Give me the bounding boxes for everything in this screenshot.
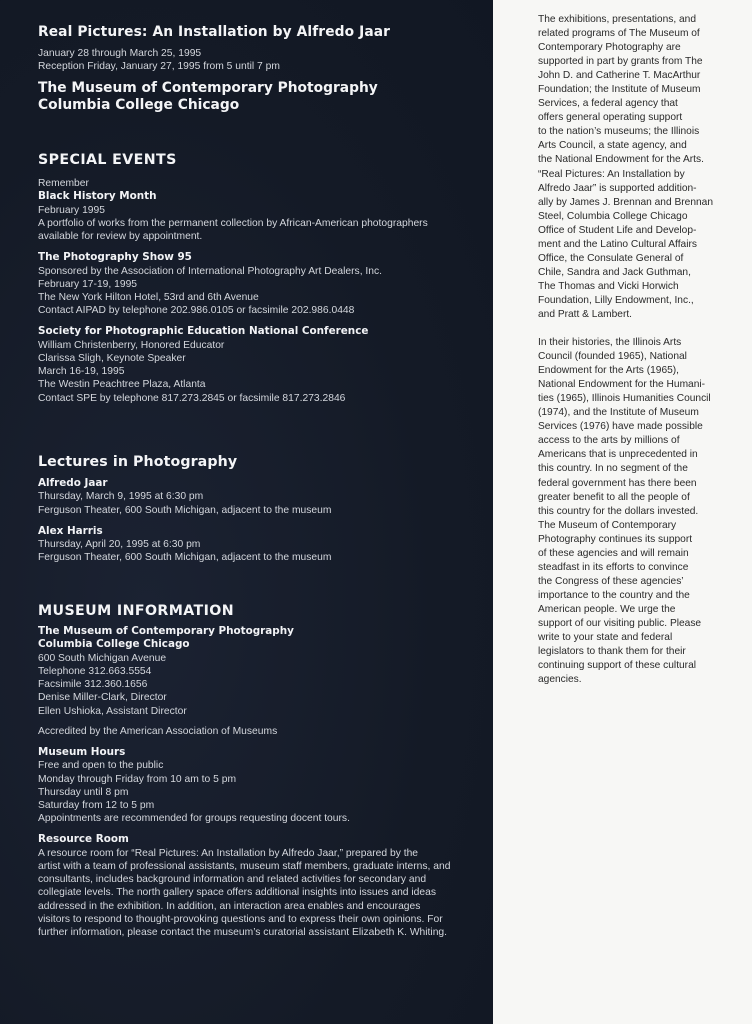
lectures-section [38,454,331,565]
museum-name: The Museum of Contemporary Photography [38,625,294,637]
paragraph-line: Services (1976) have made possible [538,421,703,433]
paragraph-line: the Congress of these agencies’ [538,575,684,587]
museum-accreditation: Accredited by the American Association of Museums [38,725,278,737]
paragraph-line: Services, a federal agency that [538,98,678,110]
photography-show-sponsor: Sponsored by the Association of International Photography Art Dealers, Inc. [38,265,383,277]
museum-facsimile: Facsimile 312.360.1656 [38,679,148,691]
lecture-item [38,477,331,517]
black-history-event [38,177,428,243]
paragraph-line: American people. We urge the [538,603,676,615]
paragraph-line: supported in part by grants from The [538,56,703,68]
lecture-speaker: Alex Harris [38,524,103,537]
resource-room-title: Resource Room [38,833,129,846]
paragraph-line: National Endowment for the Humani- [538,379,706,391]
paragraph-line: and Pratt & Lambert. [538,308,633,320]
paragraph-line: John D. and Catherine T. MacArthur [538,70,701,82]
spe-conference-event [38,325,428,404]
paragraph-line: ties (1965), Illinois Humanities Council [538,393,711,405]
paragraph-line: access to the arts by millions of [538,435,680,447]
resource-room-line: addressed in the exhibition. In addition, an interaction area enables and encourages [38,900,421,912]
spe-conference-speaker: Clarissa Sligh, Keynote Speaker [38,353,186,365]
museum-contact-block [38,625,450,718]
museum-college: Columbia College Chicago [38,638,190,651]
paragraph-line: the National Endowment for the Arts. [538,154,704,166]
museum-hours-line: Free and open to the public [38,760,164,772]
exhibition-title: Real Pictures: An Installation by Alfredo Jaar [38,24,391,40]
lecture-venue: Ferguson Theater, 600 South Michigan, adjacent to the museum [38,552,332,564]
resource-room-line: artist with a team of professional assistants, museum staff members, graduate interns, and [38,861,451,873]
black-history-date: February 1995 [38,204,105,216]
museum-information-section [38,603,450,939]
paragraph-line: greater benefit to all the people of [538,491,690,503]
paragraph-line: write to your state and federal [538,632,673,644]
paragraph-line: this country. In no segment of the [538,463,688,475]
lecture-item [38,525,331,565]
paragraph-line: federal government has there been [538,477,697,489]
paragraph-line: Americans that is unprecedented in [538,449,698,461]
special-events-section [38,152,428,405]
paragraph-line: In their histories, the Illinois Arts [538,337,682,349]
paragraph-line: importance to the country and the [538,589,690,601]
paragraph-line: “Real Pictures: An Installation by [538,168,685,180]
resource-room-line: visitors to respond to thought-provoking questions and to express their own opinions. For [38,913,443,925]
photography-show-date: February 17-19, 1995 [38,278,138,290]
black-history-desc-1: A portfolio of works from the permanent collection by African-American photographers [38,217,428,229]
lecture-venue: Ferguson Theater, 600 South Michigan, adjacent to the museum [38,504,332,516]
paragraph-line: Endowment for the Arts (1965), [538,365,679,377]
paragraph-line: Photography continues its support [538,533,693,545]
photography-show-event [38,251,428,317]
paragraph-line: The exhibitions, presentations, and [538,14,697,25]
museum-hours-block [38,746,450,825]
paragraph-line: Alfredo Jaar” is supported addition- [538,182,697,194]
museum-hours-line: Saturday from 12 to 5 pm [38,800,155,812]
museum-hours-title: Museum Hours [38,746,126,759]
paragraph-line: of these agencies and will remain [538,547,689,559]
exhibition-museum-name: The Museum of Contemporary Photography [38,80,378,97]
advocacy-paragraph [538,336,734,687]
lecture-speaker: Alfredo Jaar [38,477,108,489]
paragraph-line: The Museum of Contemporary [538,519,677,531]
paragraph-line: legislators to thank them for their [538,646,686,658]
museum-hours-line: Monday through Friday from 10 am to 5 pm [38,773,237,785]
spe-conference-contact: Contact SPE by telephone 817.273.2845 or facsimile 817.273.2846 [38,392,346,404]
paragraph-line: this country for the dollars invested. [538,505,699,517]
paragraph-line: Foundation; the Institute of Museum [538,84,701,96]
black-history-title: Black History Month [38,190,157,203]
museum-hours-line: Appointments are recommended for groups requesting docent tours. [38,813,350,825]
museum-assistant-director: Ellen Ushioka, Assistant Director [38,705,187,717]
paragraph-line: Steel, Columbia College Chicago [538,210,688,222]
spe-conference-venue: The Westin Peachtree Plaza, Atlanta [38,379,206,391]
lectures-heading: Lectures in Photography [38,454,238,470]
resource-room-line: consultants, includes background information and related activities for secondary and [38,874,427,886]
spe-conference-educator: William Christenberry, Honored Educator [38,339,225,351]
paragraph-line: (1974), and the Institute of Museum [538,407,699,419]
spe-conference-title: Society for Photographic Education National Conference [38,325,369,338]
paragraph-line: related programs of The Museum of [538,28,700,40]
special-events-heading: SPECIAL EVENTS [38,152,177,168]
paragraph-line: Office, the Consulate General of [538,252,684,264]
lecture-date: Thursday, March 9, 1995 at 6:30 pm [38,491,204,503]
paragraph-line: ment and the Latino Cultural Affairs [538,238,697,250]
paragraph-line: steadfast in its efforts to convince [538,561,689,573]
museum-telephone: Telephone 312.663.5554 [38,666,152,678]
spe-conference-date: March 16-19, 1995 [38,366,125,378]
lecture-date: Thursday, April 20, 1995 at 6:30 pm [38,539,201,551]
photography-show-title: The Photography Show 95 [38,251,192,264]
paragraph-line: Contemporary Photography are [538,42,681,54]
photography-show-venue: The New York Hilton Hotel, 53rd and 6th Avenue [38,292,259,304]
paragraph-line: support of our visiting public. Please [538,617,702,629]
funding-paragraph [538,13,734,322]
exhibition-dates: January 28 through March 25, 1995 [38,48,202,59]
museum-address: 600 South Michigan Avenue [38,652,167,664]
resource-room-line: A resource room for “Real Pictures: An Installation by Alfredo Jaar,” prepared by the [38,847,419,859]
exhibition-reception: Reception Friday, January 27, 1995 from 5 until 7 pm [38,61,280,73]
exhibition-header [38,24,390,114]
resource-room-line: collegiate levels. The north gallery space offers additional insights into issues and ideas [38,887,437,899]
paragraph-line: Chile, Sandra and Jack Guthman, [538,266,691,278]
paragraph-line: Office of Student Life and Develop- [538,224,697,236]
photography-show-contact: Contact AIPAD by telephone 202.986.0105 or facsimile 202.986.0448 [38,305,355,317]
resource-room-line: further information, please contact the museum’s curatorial assistant Elizabeth K. Whiting. [38,927,448,939]
paragraph-line: continuing support of these cultural [538,660,697,672]
paragraph-line: Council (founded 1965), National [538,351,687,363]
paragraph-line: Foundation, Lilly Endowment, Inc., [538,294,694,306]
paragraph-line: agencies. [538,674,582,686]
black-history-desc-2: available for review by appointment. [38,231,203,243]
paragraph-line: to the nation’s museums; the Illinois [538,126,700,138]
funding-acknowledgements [538,13,734,687]
museum-director: Denise Miller-Clark, Director [38,692,167,704]
paragraph-line: Arts Council, a state agency, and [538,140,687,152]
paragraph-line: ally by James J. Brennan and Brennan [538,196,713,208]
resource-room-block [38,833,450,939]
paragraph-line: offers general operating support [538,112,683,124]
exhibition-museum-college: Columbia College Chicago [38,97,240,114]
museum-hours-line: Thursday until 8 pm [38,786,129,798]
paragraph-line: The Thomas and Vicki Horwich [538,280,679,292]
museum-information-heading: MUSEUM INFORMATION [38,603,235,619]
black-history-intro: Remember [38,178,89,189]
